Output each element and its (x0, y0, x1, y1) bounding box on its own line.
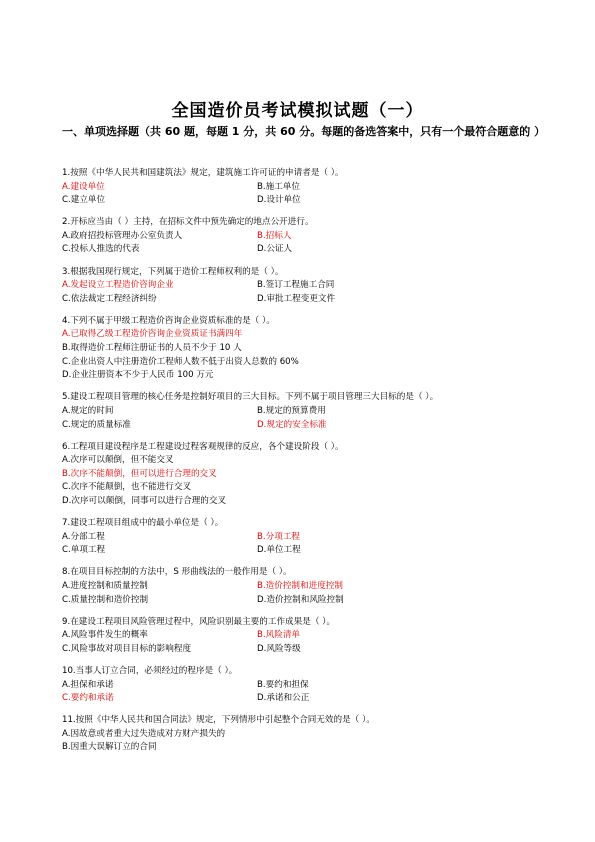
answer-option: A.分部工程 (62, 531, 105, 542)
answer-option: C.企业出资人中注册造价工程师人数不低于出资人总数的 60% (62, 356, 299, 367)
answer-option: A.担保和承诺 (62, 679, 114, 690)
question-list (62, 167, 542, 763)
answer-option: D.设计单位 (257, 195, 301, 206)
answer-option: D.公证人 (257, 244, 293, 255)
answer-option: A.政府招投标管理办公室负责人 (62, 230, 183, 241)
answer-option: C.风险事故对项目目标的影响程度 (62, 643, 192, 654)
question-stem: 3.根据我国现行规定，下列属于造价工程师权利的是（ ）。 (62, 266, 284, 277)
answer-option: C.投标人推选的代表 (62, 244, 140, 255)
answer-option: A.进度控制和质量控制 (62, 580, 148, 591)
page-title: 全国造价员考试模拟试题（一） (171, 101, 424, 121)
option-row (62, 230, 542, 244)
answer-option: B.签订工程施工合同 (257, 280, 335, 291)
answer-option-correct: D.规定的安全标准 (257, 419, 327, 430)
option-row (62, 692, 542, 706)
answer-option-correct: A.已取得乙级工程造价咨询企业资质证书满四年 (62, 329, 243, 340)
answer-option: B.取得造价工程师注册证书的人员不少于 10 人 (62, 343, 242, 354)
answer-option-correct: C.要约和承诺 (62, 693, 114, 704)
question-stem: 4.下列不属于甲级工程造价咨询企业资质标准的是（ ）。 (62, 315, 275, 326)
question-stem: 6.工程项目建设程序是工程建设过程客观规律的反应，各个建设阶段（ ）。 (62, 441, 344, 452)
question-stem: 5.建设工程项目管理的核心任务是控制好项目的三大目标。下列不属于项目管理三大目标的是（ ）。 (62, 392, 439, 403)
option-row (62, 419, 542, 433)
option-row (62, 594, 542, 608)
option-row (62, 243, 542, 257)
option-row (62, 293, 542, 307)
answer-option: C.质量控制和造价控制 (62, 594, 149, 605)
answer-option: C.单项工程 (62, 545, 106, 556)
option-row (62, 580, 542, 594)
answer-option: C.规定的质量标准 (62, 419, 131, 430)
answer-option: D.审批工程变更文件 (257, 293, 336, 304)
question-stem: 8.在项目目标控制的方法中，S 形曲线法的一般作用是（ ）。 (62, 567, 292, 578)
answer-option-correct: B.风险清单 (257, 630, 301, 641)
question-10 (62, 665, 542, 706)
answer-option: A.规定的时间 (62, 405, 114, 416)
answer-option-correct: B.招标人 (257, 230, 292, 241)
answer-option: A.次序可以颠倒，但不能交叉 (62, 455, 174, 466)
answer-option: D.单位工程 (257, 545, 301, 556)
option-row (62, 181, 542, 195)
question-stem: 10.当事人订立合同，必须经过的程序是（ ）。 (62, 665, 238, 676)
answer-option: B.规定的预算费用 (257, 405, 326, 416)
question-stem: 2.开标应当由（ ）主持，在招标文件中预先确定的地点公开进行。 (62, 217, 314, 228)
question-2 (62, 216, 542, 257)
question-11 (62, 714, 542, 755)
question-9 (62, 616, 542, 657)
question-stem: 11.按照《中华人民共和国合同法》规定，下列情形中引起整个合同无效的是（ ）。 (62, 715, 375, 726)
question-5 (62, 391, 542, 432)
answer-option: C.次序不能颠倒，也不能进行交叉 (62, 482, 192, 493)
question-1 (62, 167, 542, 208)
answer-option: D.企业注册资本不少于人民币 100 万元 (62, 370, 214, 381)
question-stem: 9.在建设工程项目风险管理过程中，风险识别最主要的工作成果是（ ）。 (62, 616, 336, 627)
answer-option: B.因重大误解订立的合同 (62, 742, 157, 753)
option-row (62, 679, 542, 693)
question-3 (62, 266, 542, 307)
answer-option: D.造价控制和风险控制 (257, 594, 344, 605)
answer-option: B.施工单位 (257, 181, 301, 192)
answer-option: D.风险等级 (257, 643, 301, 654)
answer-option: D.次序可以颠倒，同事可以进行合理的交叉 (62, 495, 227, 506)
option-row (62, 629, 542, 643)
option-row (62, 405, 542, 419)
option-row (62, 643, 542, 657)
question-4 (62, 315, 542, 383)
option-row (62, 194, 542, 208)
answer-option-correct: B.造价控制和进度控制 (257, 580, 343, 591)
answer-option: B.要约和担保 (257, 679, 309, 690)
question-6 (62, 441, 542, 509)
option-row (62, 544, 542, 558)
answer-option-correct: B.次序不能颠倒，但可以进行合理的交叉 (62, 468, 217, 479)
option-row (62, 531, 542, 545)
answer-option-correct: B.分项工程 (257, 531, 301, 542)
question-7 (62, 517, 542, 558)
question-stem: 1.按照《中华人民共和国建筑法》规定，建筑施工许可证的申请者是（ ）。 (62, 168, 344, 178)
answer-option-correct: A.发起设立工程造价咨询企业 (62, 280, 174, 291)
option-row (62, 279, 542, 293)
question-8 (62, 566, 542, 607)
question-stem: 7.建设工程项目组成中的最小单位是（ ）。 (62, 518, 224, 529)
answer-option: D.承诺和公正 (257, 693, 310, 704)
answer-option: C.依法裁定工程经济纠纷 (62, 293, 157, 304)
answer-option: C.建立单位 (62, 195, 106, 206)
answer-option-correct: A.建设单位 (62, 181, 105, 192)
section-heading: 一、单项选择题（共 60 题，每题 1 分，共 60 分。每题的备选答案中，只有一个最符合题意的 ） (62, 125, 546, 138)
answer-option: A.风险事件发生的概率 (62, 630, 148, 641)
answer-option: A.因故意或者重大过失造成对方财产损失的 (62, 728, 226, 739)
